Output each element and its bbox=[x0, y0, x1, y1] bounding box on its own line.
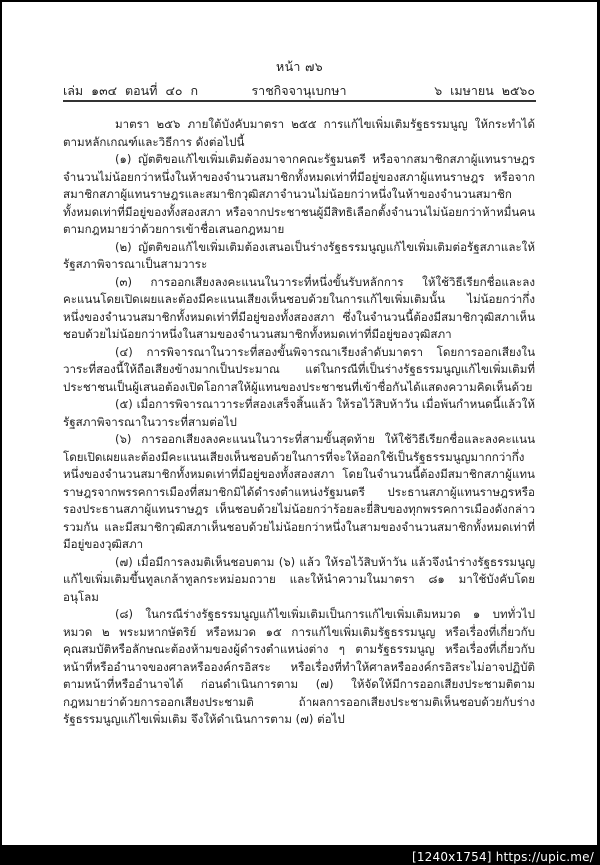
publication-date: ๖ เมษายน ๒๕๖๐ bbox=[434, 83, 535, 98]
paragraph-clause-5: (๕) เมื่อการพิจารณาวาระที่สองเสร็จสิ้นแล้ว ให้รอไว้สิบห้าวัน เมื่อพ้นกำหนดนี้แล้วให้รัฐสภาพิจารณาในวาระที่สามต่อไป bbox=[63, 397, 535, 429]
paragraph-clause-7: (๗) เมื่อมีการลงมติเห็นชอบตาม (๖) แล้ว ให้รอไว้สิบห้าวัน แล้วจึงนำร่างรัฐธรรมนูญแก้ไขเพิ่มเติมขึ้นทูลเกล้าทูลกระหม่อมถวาย และให้นำความในมาตรา ๘๑ มาใช้บังคับโดยอนุโลม bbox=[63, 554, 535, 604]
paragraph-clause-8: (๘) ในกรณีร่างรัฐธรรมนูญแก้ไขเพิ่มเติมเป็นการแก้ไขเพิ่มเติมหมวด ๑ บททั่วไป หมวด ๒ พระมหากษัตริย์ หรือหมวด ๑๕ การแก้ไขเพิ่มเติมรัฐธรรมนูญ หรือเรื่องที่เกี่ยวกับคุณสมบัติหรือลักษณะต้องห้ามของผู้ดำรงตำแหน่งต่าง ๆ ตามรัฐธรรมนูญ หรือเรื่องที่เกี่ยวกับหน้าที่หรืออำนาจของศาลหรือองค์กรอิสระ หรือเรื่องที่ทำให้ศาลหรือองค์กรอิสระไม่อาจปฏิบัติตามหน้าที่หรืออำนาจได้ ก่อนดำเนินการตาม (๗) ให้จัดให้มีการออกเสียงประชามติตามกฎหมายว่าด้วยการออกเสียงประชามติ ถ้าผลการออกเสียงประชามติเห็นชอบด้วยกับร่างรัฐธรรมนูญแก้ไขเพิ่มเติม จึงให้ดำเนินการตาม (๗) ต่อไป bbox=[63, 607, 535, 726]
document-body bbox=[63, 116, 535, 729]
paragraph-clause-1: (๑) ญัตติขอแก้ไขเพิ่มเติมต้องมาจากคณะรัฐมนตรี หรือจากสมาชิกสภาผู้แทนราษฎรจำนวนไม่น้อยกว่าหนึ่งในห้าของจำนวนสมาชิกทั้งหมดเท่าที่มีอยู่ของสภาผู้แทนราษฎร หรือจากสมาชิกสภาผู้แทนราษฎรและสมาชิกวุฒิสภาจำนวนไม่น้อยกว่าหนึ่งในห้าของจำนวนสมาชิกทั้งหมดเท่าที่มีอยู่ของทั้งสองสภา หรือจากประชาชนผู้มีสิทธิเลือกตั้งจำนวนไม่น้อยกว่าห้าหมื่นคนตามกฎหมายว่าด้วยการเข้าชื่อเสนอกฎหมาย bbox=[63, 152, 535, 236]
publication-title: ราชกิจจานุเบกษา bbox=[251, 83, 347, 98]
header-divider bbox=[63, 100, 536, 102]
image-size-caption: [1240x1754] https://upic.me/ bbox=[411, 850, 594, 864]
paragraph-clause-2: (๒) ญัตติขอแก้ไขเพิ่มเติมต้องเสนอเป็นร่างรัฐธรรมนูญแก้ไขเพิ่มเติมต่อรัฐสภาและให้รัฐสภาพิจารณาเป็นสามวาระ bbox=[63, 239, 535, 271]
paragraph-clause-3: (๓) การออกเสียงลงคะแนนในวาระที่หนึ่งขั้นรับหลักการ ให้ใช้วิธีเรียกชื่อและลงคะแนนโดยเปิดเผยและต้องมีคะแนนเสียงเห็นชอบด้วยในการแก้ไขเพิ่มเติมนั้น ไม่น้อยกว่ากึ่งหนึ่งของจำนวนสมาชิกทั้งหมดเท่าที่มีอยู่ของทั้งสองสภา ซึ่งในจำนวนนี้ต้องมีสมาชิกวุฒิสภาเห็นชอบด้วยไม่น้อยกว่าหนึ่งในสามของจำนวนสมาชิกทั้งหมดเท่าที่มีอยู่ของวุฒิสภา bbox=[63, 274, 535, 341]
paragraph-section-256: มาตรา ๒๕๖ ภายใต้บังคับมาตรา ๒๕๕ การแก้ไขเพิ่มเติมรัฐธรรมนูญ ให้กระทำได้ตามหลักเกณฑ์และวิธีการ ดังต่อไปนี้ bbox=[63, 117, 535, 149]
volume-issue: เล่ม ๑๓๔ ตอนที่ ๔๐ ก bbox=[63, 83, 199, 98]
page-number: หน้า ๗๖ bbox=[276, 59, 323, 74]
gazette-page bbox=[2, 2, 597, 845]
paragraph-clause-6: (๖) การออกเสียงลงคะแนนในวาระที่สามขั้นสุดท้าย ให้ใช้วิธีเรียกชื่อและลงคะแนนโดยเปิดเผยและต้องมีคะแนนเสียงเห็นชอบด้วยในการที่จะให้ออกใช้เป็นรัฐธรรมนูญมากกว่ากึ่งหนึ่งของจำนวนสมาชิกทั้งหมดเท่าที่มีอยู่ของทั้งสองสภา โดยในจำนวนนี้ต้องมีสมาชิกสภาผู้แทนราษฎรจากพรรคการเมืองที่สมาชิกมิได้ดำรงตำแหน่งรัฐมนตรี ประธานสภาผู้แทนราษฎรหรือรองประธานสภาผู้แทนราษฎร เห็นชอบด้วยไม่น้อยกว่าร้อยละยี่สิบของทุกพรรคการเมืองดังกล่าวรวมกัน และมีสมาชิกวุฒิสภาเห็นชอบด้วยไม่น้อยกว่าหนึ่งในสามของจำนวนสมาชิกทั้งหมดเท่าที่มีอยู่ของวุฒิสภา bbox=[63, 432, 535, 551]
gazette-header bbox=[63, 81, 535, 97]
paragraph-clause-4: (๔) การพิจารณาในวาระที่สองขั้นพิจารณาเรียงลำดับมาตรา โดยการออกเสียงในวาระที่สองนี้ให้ถือเสียงข้างมากเป็นประมาณ แต่ในกรณีที่เป็นร่างรัฐธรรมนูญแก้ไขเพิ่มเติมที่ประชาชนเป็นผู้เสนอต้องเปิดโอกาสให้ผู้แทนของประชาชนที่เข้าชื่อกันได้แสดงความคิดเห็นด้วย bbox=[63, 344, 535, 394]
